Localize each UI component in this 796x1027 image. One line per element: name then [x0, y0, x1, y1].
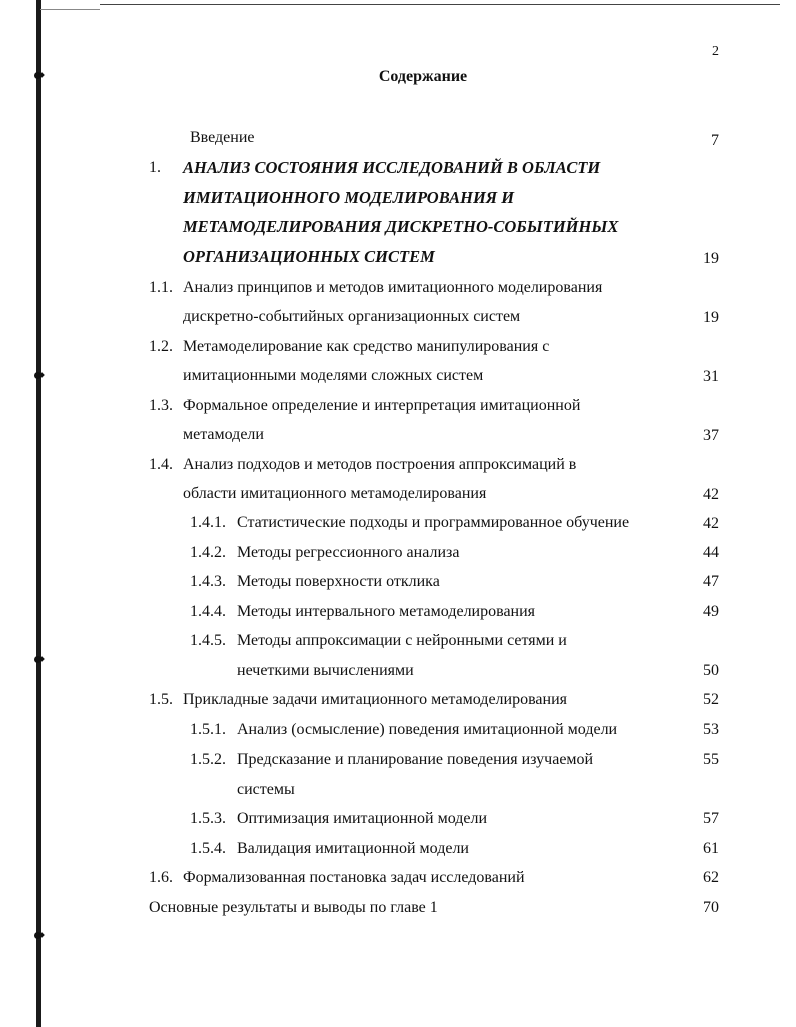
toc-entry-1-4-3: Методы поверхности отклика — [237, 573, 440, 590]
toc-entry-ch1-line2: ИМИТАЦИОННОГО МОДЕЛИРОВАНИЯ И — [183, 188, 515, 207]
toc-entry-ch1-line3: МЕТАМОДЕЛИРОВАНИЯ ДИСКРЕТНО-СОБЫТИЙНЫХ — [183, 217, 619, 236]
toc-entry-1-5-2-line2: системы — [237, 781, 295, 798]
toc-num-1-5-4: 1.5.4. — [190, 840, 226, 857]
toc-entry-1-5-2-line1: Предсказание и планирование поведения изучаемой — [237, 751, 594, 768]
toc-page-1-1: 19 — [703, 309, 719, 326]
binding-hole-icon — [34, 932, 41, 939]
toc-num-1-4-1: 1.4.1. — [190, 514, 226, 531]
toc-entry-summary: Основные результаты и выводы по главе 1 — [149, 899, 438, 916]
toc-num-1-5: 1.5. — [149, 691, 173, 708]
toc-page-1-5-2: 55 — [703, 751, 719, 768]
toc-page-1-4-5: 50 — [703, 662, 719, 679]
toc-num-1-4: 1.4. — [149, 456, 173, 473]
toc-num-1-4-3: 1.4.3. — [190, 573, 226, 590]
toc-entry-1-4-2: Методы регрессионного анализа — [237, 544, 460, 561]
toc-num-ch1: 1. — [149, 159, 161, 176]
toc-entry-1-1-line2: дискретно-событийных организационных систем — [183, 308, 521, 325]
toc-num-1-5-2: 1.5.2. — [190, 751, 226, 768]
toc-page-1-4-1: 42 — [703, 515, 719, 532]
binding-hole-icon — [34, 656, 41, 663]
page-title: Содержание — [378, 68, 468, 85]
scan-top-edge — [100, 4, 780, 5]
toc-entry-ch1-line1: АНАЛИЗ СОСТОЯНИЯ ИССЛЕДОВАНИЙ В ОБЛАСТИ — [183, 158, 601, 177]
toc-entry-1-1-line1: Анализ принципов и методов имитационного моделирования — [183, 279, 603, 296]
toc-entry-1-4-5-line2: нечеткими вычислениями — [237, 662, 414, 679]
toc-num-1-5-1: 1.5.1. — [190, 721, 226, 738]
toc-entry-1-4-4: Методы интервального метамоделирования — [237, 603, 536, 620]
toc-num-1-3: 1.3. — [149, 397, 173, 414]
toc-page-1-6: 62 — [703, 869, 719, 886]
toc-entry-1-5-3: Оптимизация имитационной модели — [237, 810, 488, 827]
toc-page-summary: 70 — [703, 899, 719, 916]
toc-entry-1-4-5-line1: Методы аппроксимации с нейронными сетями и — [237, 632, 567, 649]
toc-entry-1-2-line1: Метамоделирование как средство манипулирования с — [183, 338, 550, 355]
scan-binding-edge — [36, 0, 41, 1027]
toc-entry-ch1-line4: ОРГАНИЗАЦИОННЫХ СИСТЕМ — [183, 247, 435, 266]
toc-page-1-5-4: 61 — [703, 840, 719, 857]
binding-hole-icon — [34, 372, 41, 379]
page-number: 2 — [712, 44, 719, 59]
toc-page-1-5-1: 53 — [703, 721, 719, 738]
toc-entry-1-6: Формализованная постановка задач исследований — [183, 869, 525, 886]
toc-num-1-5-3: 1.5.3. — [190, 810, 226, 827]
toc-num-1-1: 1.1. — [149, 279, 173, 296]
toc-page-1-4: 42 — [703, 486, 719, 503]
toc-num-1-6: 1.6. — [149, 869, 173, 886]
toc-page-1-4-3: 47 — [703, 573, 719, 590]
toc-num-1-4-2: 1.4.2. — [190, 544, 226, 561]
toc-entry-1-3-line2: метамодели — [183, 426, 264, 443]
toc-num-1-4-4: 1.4.4. — [190, 603, 226, 620]
toc-page-1-4-4: 49 — [703, 603, 719, 620]
toc-entry-1-4-1: Статистические подходы и программированное обучение — [237, 514, 630, 531]
toc-entry-1-5-1: Анализ (осмысление) поведения имитационной модели — [237, 721, 618, 738]
toc-num-1-2: 1.2. — [149, 338, 173, 355]
toc-entry-1-5-4: Валидация имитационной модели — [237, 840, 469, 857]
toc-entry-1-2-line2: имитационными моделями сложных систем — [183, 367, 484, 384]
toc-page-intro: 7 — [711, 132, 719, 149]
toc-page-1-5-3: 57 — [703, 810, 719, 827]
toc-entry-intro: Введение — [190, 129, 255, 146]
toc-page-1-4-2: 44 — [703, 544, 719, 561]
scan-top-edge-fragment — [40, 9, 100, 10]
toc-page-1-5: 52 — [703, 691, 719, 708]
toc-entry-1-4-line1: Анализ подходов и методов построения аппроксимаций в — [183, 456, 577, 473]
toc-entry-1-4-line2: области имитационного метамоделирования — [183, 485, 487, 502]
toc-page-1-2: 31 — [703, 368, 719, 385]
toc-entry-1-3-line1: Формальное определение и интерпретация имитационной — [183, 397, 581, 414]
toc-page-1-3: 37 — [703, 427, 719, 444]
toc-entry-1-5: Прикладные задачи имитационного метамоделирования — [183, 691, 568, 708]
toc-num-1-4-5: 1.4.5. — [190, 632, 226, 649]
toc-page-ch1: 19 — [703, 250, 719, 267]
